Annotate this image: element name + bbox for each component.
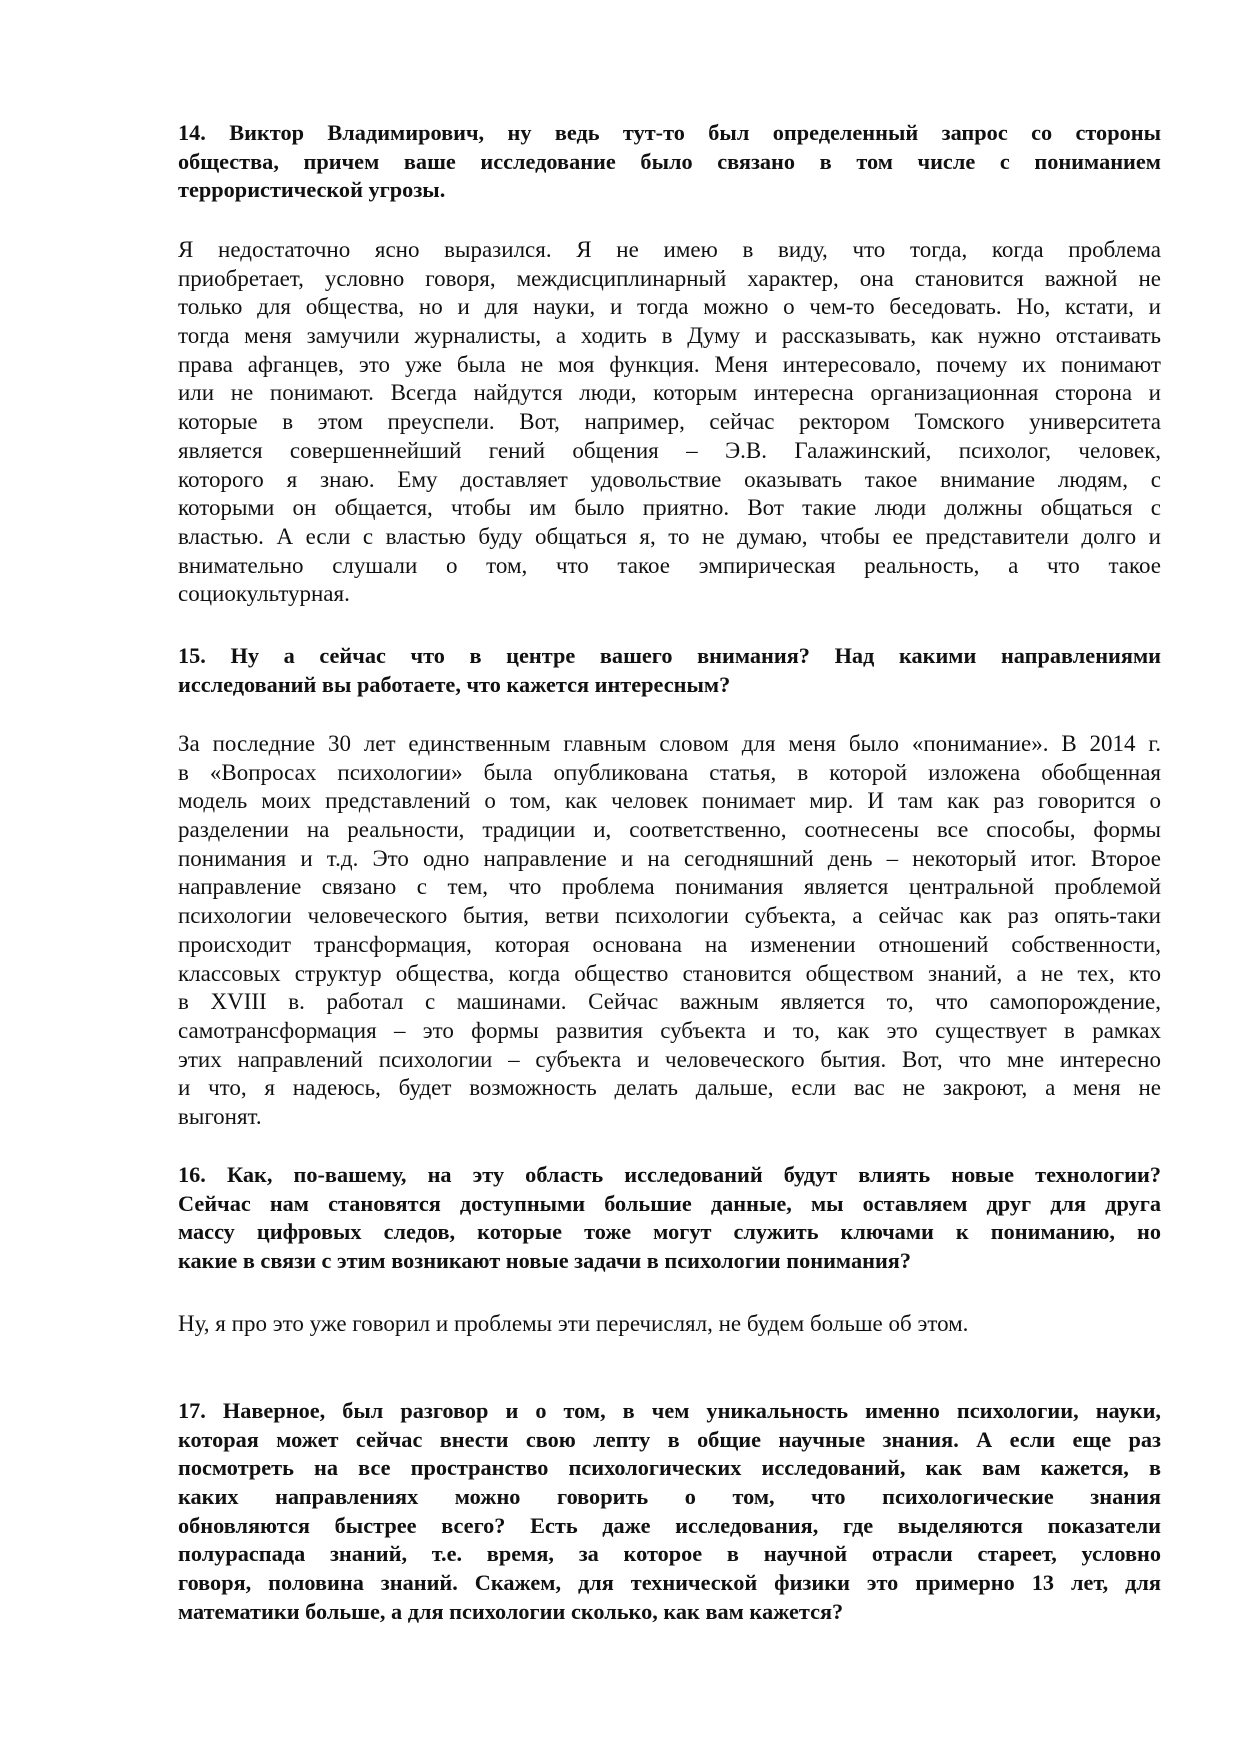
interview-answer (178, 730, 1161, 1132)
text-line: направление связано с тем, что проблема понимания является центральной проблемой (178, 874, 1161, 900)
text-line: массу цифровых следов, которые тоже могут служить ключами к пониманию, но (178, 1219, 1161, 1245)
text-line: посмотреть на все пространство психологических исследований, как вам кажется, в (178, 1455, 1161, 1481)
text-line: которыми он общается, чтобы им было приятно. Вот такие люди должны общаться с (178, 495, 1161, 521)
text-line: За последние 30 лет единственным главным словом для меня было «понимание». В 2014 г. (178, 731, 1161, 756)
text-line: психологии человеческого бытия, ветви психологии субъекта, а сейчас как раз опять-таки (178, 903, 1161, 929)
text-line: социокультурная. (178, 581, 350, 607)
text-line: полураспада знаний, т.е. время, за которое в научной отрасли стареет, условно (178, 1541, 1161, 1567)
text-line: в XVIII в. работал с машинами. Сейчас важным является то, что самопорождение, (178, 989, 1161, 1015)
text-line: выгонят. (178, 1103, 262, 1129)
text-line: которые в этом преуспели. Вот, например, сейчас ректором Томского университета (178, 409, 1161, 435)
interview-question (178, 1397, 1161, 1627)
text-line: тогда меня замучили журналисты, а ходить в Думу и рассказывать, как нужно отстаивать (178, 323, 1161, 349)
text-line: в «Вопросах психологии» была опубликована статья, в которой изложена обобщенная (178, 759, 1161, 785)
text-line: 17. Наверное, был разговор и о том, в чем уникальность именно психологии, науки, (178, 1398, 1161, 1423)
text-line: модель моих представлений о том, как человек понимает мир. И там как раз говорится о (178, 788, 1161, 814)
interview-question (178, 1161, 1161, 1276)
text-line: права афганцев, это уже была не моя функция. Меня интересовало, почему их понимают (178, 351, 1161, 377)
text-line: Сейчас нам становятся доступными большие данные, мы оставляем друг для друга (178, 1190, 1161, 1216)
text-line: которая может сейчас внести свою лепту в общие научные знания. А если еще раз (178, 1426, 1161, 1452)
text-line: властью. А если с властью буду общаться я, то не думаю, чтобы ее представители долго и (178, 523, 1161, 549)
text-line: каких направлениях можно говорить о том, что психологические знания (178, 1484, 1161, 1510)
text-line: 14. Виктор Владимирович, ну ведь тут-то был определенный запрос со стороны (178, 120, 1161, 145)
text-line: террористической угрозы. (178, 177, 446, 203)
text-line: общества, причем ваше исследование было связано в том числе с пониманием (178, 148, 1161, 174)
text-line: происходит трансформация, которая основана на изменении отношений собственности, (178, 931, 1161, 957)
text-line: исследований вы работаете, что кажется интересным? (178, 671, 731, 697)
text-line: этих направлений психологии – субъекта и человеческого бытия. Вот, что мне интересно (178, 1046, 1161, 1072)
text-line: понимания и т.д. Это одно направление и на сегодняшний день – некоторый итог. Второе (178, 845, 1161, 871)
text-line: Ну, я про это уже говорил и проблемы эти перечислял, не будем больше об этом. (178, 1311, 969, 1336)
text-line: какие в связи с этим возникают новые задачи в психологии понимания? (178, 1248, 911, 1274)
text-line: или не понимают. Всегда найдутся люди, которым интересна организационная сторона и (178, 380, 1161, 406)
text-line: является совершеннейший гений общения – Э.В. Галажинский, психолог, человек, (178, 437, 1161, 463)
interview-answer (178, 236, 1161, 609)
text-line: обновляются быстрее всего? Есть даже исследования, где выделяются показатели (178, 1512, 1161, 1538)
text-line: математики больше, а для психологии сколько, как вам кажется? (178, 1598, 844, 1624)
text-line: приобретает, условно говоря, междисциплинарный характер, она становится важной не (178, 265, 1161, 291)
text-line: Я недостаточно ясно выразился. Я не имею в виду, что тогда, когда проблема (178, 237, 1161, 262)
text-line: и что, я надеюсь, будет возможность делать дальше, если вас не закроют, а меня не (178, 1075, 1161, 1101)
text-line: только для общества, но и для науки, и тогда можно о чем-то беседовать. Но, кстати, и (178, 294, 1161, 320)
interview-answer (178, 1310, 1161, 1339)
interview-question (178, 119, 1161, 205)
text-line: классовых структур общества, когда общество становится обществом знаний, а не тех, кто (178, 960, 1161, 986)
text-line: разделении на реальности, традиции и, соответственно, соотнесены все способы, формы (178, 817, 1161, 843)
text-line: 15. Ну а сейчас что в центре вашего внимания? Над какими направлениями (178, 643, 1161, 668)
text-line: самотрансформация – это формы развития субъекта и то, как это существует в рамках (178, 1017, 1161, 1043)
interview-question (178, 642, 1161, 699)
text-line: 16. Как, по-вашему, на эту область исследований будут влиять новые технологии? (178, 1162, 1161, 1187)
text-line: которого я знаю. Ему доставляет удовольствие оказывать такое внимание людям, с (178, 466, 1161, 492)
text-line: внимательно слушали о том, что такое эмпирическая реальность, а что такое (178, 552, 1161, 578)
text-line: говоря, половина знаний. Скажем, для технической физики это примерно 13 лет, для (178, 1570, 1161, 1596)
